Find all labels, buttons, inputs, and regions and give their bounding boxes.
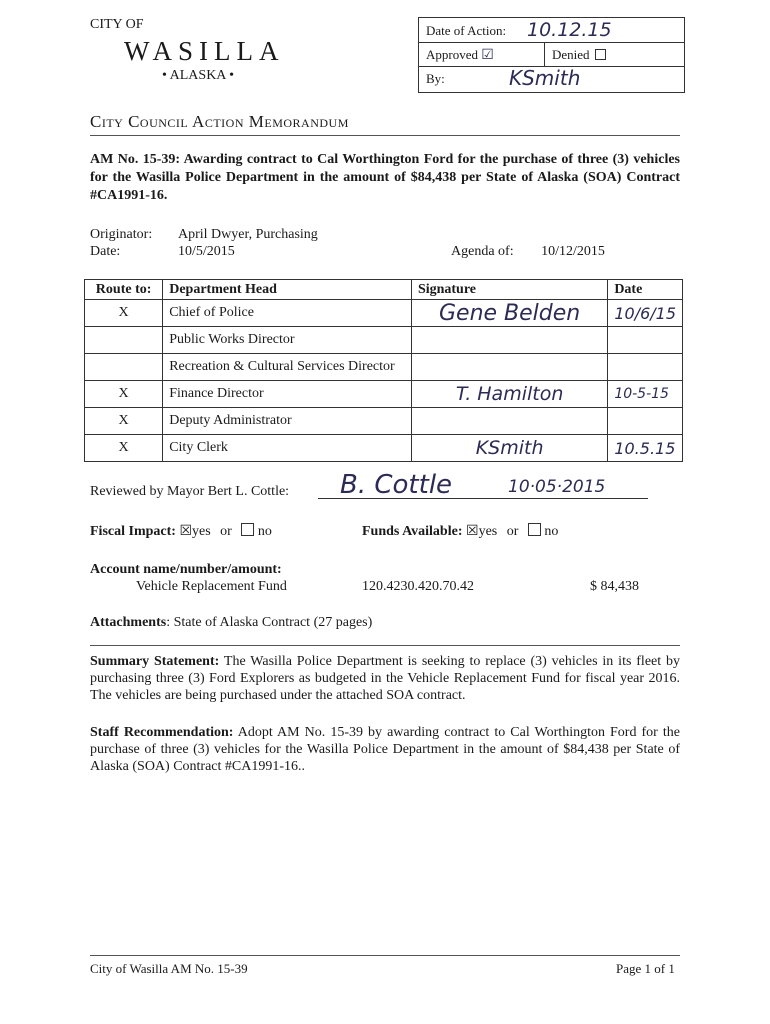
mayor-review-label: Reviewed by Mayor Bert L. Cottle:: [90, 484, 290, 499]
am-title: AM No. 15-39: Awarding contract to Cal Worthington Ford for the purchase of three (3) vehicles for the Wasilla Police Department in the amount of $84,438 per State of Alaska (SOA) Contract #CA1991-16.: [90, 152, 680, 203]
fiscal-no-label: no: [257, 524, 272, 539]
date-of-action-label: Date of Action:: [426, 23, 507, 38]
denied-checkbox[interactable]: [595, 49, 606, 60]
signature-header: Signature: [411, 280, 607, 300]
recommendation-text: Adopt AM No. 15-39 by awarding contract to Cal Worthington Ford for the purchase of three (3) vehicles for the Wasilla Police Department in the amount of $84,438 per State of Alaska (SOA) Contract #CA1991-16..: [90, 725, 681, 774]
summary-statement: [90, 653, 680, 704]
funds-yes-label: yes: [478, 524, 498, 539]
fiscal-yes-checkbox[interactable]: ☒: [179, 524, 192, 539]
signature-cell: [411, 327, 607, 354]
date-header: Date: [608, 280, 683, 300]
route-mark: X: [85, 408, 163, 435]
fiscal-or: or: [220, 524, 232, 539]
funds-yes-checkbox[interactable]: ☒: [466, 524, 479, 539]
signature-cell: KSmith: [411, 435, 607, 462]
fiscal-yes-label: yes: [192, 524, 211, 539]
route-to-header: Route to:: [85, 280, 163, 300]
date-value: 10/5/2015: [178, 244, 235, 259]
department-name: Recreation & Cultural Services Director: [163, 354, 412, 381]
summary-label: Summary Statement:: [90, 654, 220, 669]
footer-left: City of Wasilla AM No. 15-39: [90, 961, 248, 976]
approved-checkbox[interactable]: ☑: [481, 47, 494, 63]
signature-cell: Gene Belden: [411, 300, 607, 327]
department-name: Public Works Director: [163, 327, 412, 354]
department-name: Finance Director: [163, 381, 412, 408]
originator-label: Originator:: [90, 227, 153, 242]
table-row: [85, 327, 683, 354]
memo-title: City Council Action Memorandum: [90, 112, 349, 131]
department-name: Chief of Police: [163, 300, 412, 327]
fiscal-impact-line: [90, 523, 272, 540]
route-mark: X: [85, 381, 163, 408]
sign-date: 10-5-15: [608, 381, 683, 408]
funds-or: or: [506, 524, 519, 539]
header-city-name: WASILLA: [124, 36, 285, 66]
mayor-signature-line: [318, 498, 648, 499]
signature-cell: [411, 408, 607, 435]
by-signature: KSmith: [509, 66, 581, 90]
header-city-of: CITY OF: [90, 17, 144, 32]
table-row: [85, 354, 683, 381]
table-row: [85, 381, 683, 408]
header-state: • ALASKA •: [162, 68, 235, 83]
sign-date: [608, 327, 683, 354]
denied-label: Denied: [552, 47, 606, 63]
signature-cell: [411, 354, 607, 381]
mayor-review-date: 10·05·2015: [508, 477, 606, 497]
agenda-label: Agenda of:: [451, 244, 514, 259]
attachments-line: [90, 614, 372, 631]
title-rule: [90, 135, 680, 136]
account-name: Vehicle Replacement Fund: [136, 579, 287, 594]
date-line: [90, 244, 235, 260]
route-mark: X: [85, 435, 163, 462]
route-mark: [85, 327, 163, 354]
agenda-value: 10/12/2015: [541, 244, 605, 259]
sign-date: 10.5.15: [608, 435, 683, 462]
agenda-line: [451, 244, 605, 260]
department-name: Deputy Administrator: [163, 408, 412, 435]
department-head-header: Department Head: [163, 280, 412, 300]
mayor-signature: B. Cottle: [340, 470, 453, 500]
fiscal-impact-label: Fiscal Impact:: [90, 524, 176, 539]
sign-date: [608, 354, 683, 381]
signature-cell: T. Hamilton: [411, 381, 607, 408]
route-mark: [85, 354, 163, 381]
funds-available-label: Funds Available:: [362, 524, 463, 539]
footer-page-number: Page 1 of 1: [616, 961, 675, 976]
footer-rule: [90, 955, 680, 956]
funds-no-checkbox[interactable]: [528, 523, 541, 536]
fiscal-no-checkbox[interactable]: [241, 523, 254, 536]
recommendation-label: Staff Recommendation:: [90, 725, 234, 740]
table-row: [85, 435, 683, 462]
originator-value: April Dwyer, Purchasing: [178, 227, 318, 242]
funds-available-line: [362, 523, 558, 540]
route-mark: X: [85, 300, 163, 327]
account-label: Account name/number/amount:: [90, 562, 282, 577]
attachments-label: Attachments: [90, 615, 167, 630]
attachments-value: : State of Alaska Contract (27 pages): [166, 615, 373, 630]
table-row: [85, 300, 683, 327]
action-box: [418, 17, 685, 93]
account-amount: $ 84,438: [590, 579, 639, 594]
sign-date: 10/6/15: [608, 300, 683, 327]
table-row: [85, 408, 683, 435]
originator-line: [90, 227, 318, 243]
funds-no-label: no: [544, 524, 559, 539]
sign-date: [608, 408, 683, 435]
date-of-action-value: 10.12.15: [527, 19, 612, 41]
approved-label: Approved ☑: [426, 47, 494, 63]
routing-table: [84, 279, 683, 462]
by-label: By:: [426, 71, 445, 86]
routing-header-row: [85, 280, 683, 300]
attachments-rule: [90, 645, 680, 646]
staff-recommendation: [90, 724, 680, 775]
department-name: City Clerk: [163, 435, 412, 462]
summary-text: The Wasilla Police Department is seeking to replace (3) vehicles in its fleet by purchasing three (3) Ford Explorers as budgeted in the Vehicle Replacement Fund for fiscal year 2016. The vehicles are being purchased under the attached SOA contract.: [90, 654, 681, 703]
account-number: 120.4230.420.70.42: [362, 579, 474, 594]
date-label: Date:: [90, 244, 121, 259]
